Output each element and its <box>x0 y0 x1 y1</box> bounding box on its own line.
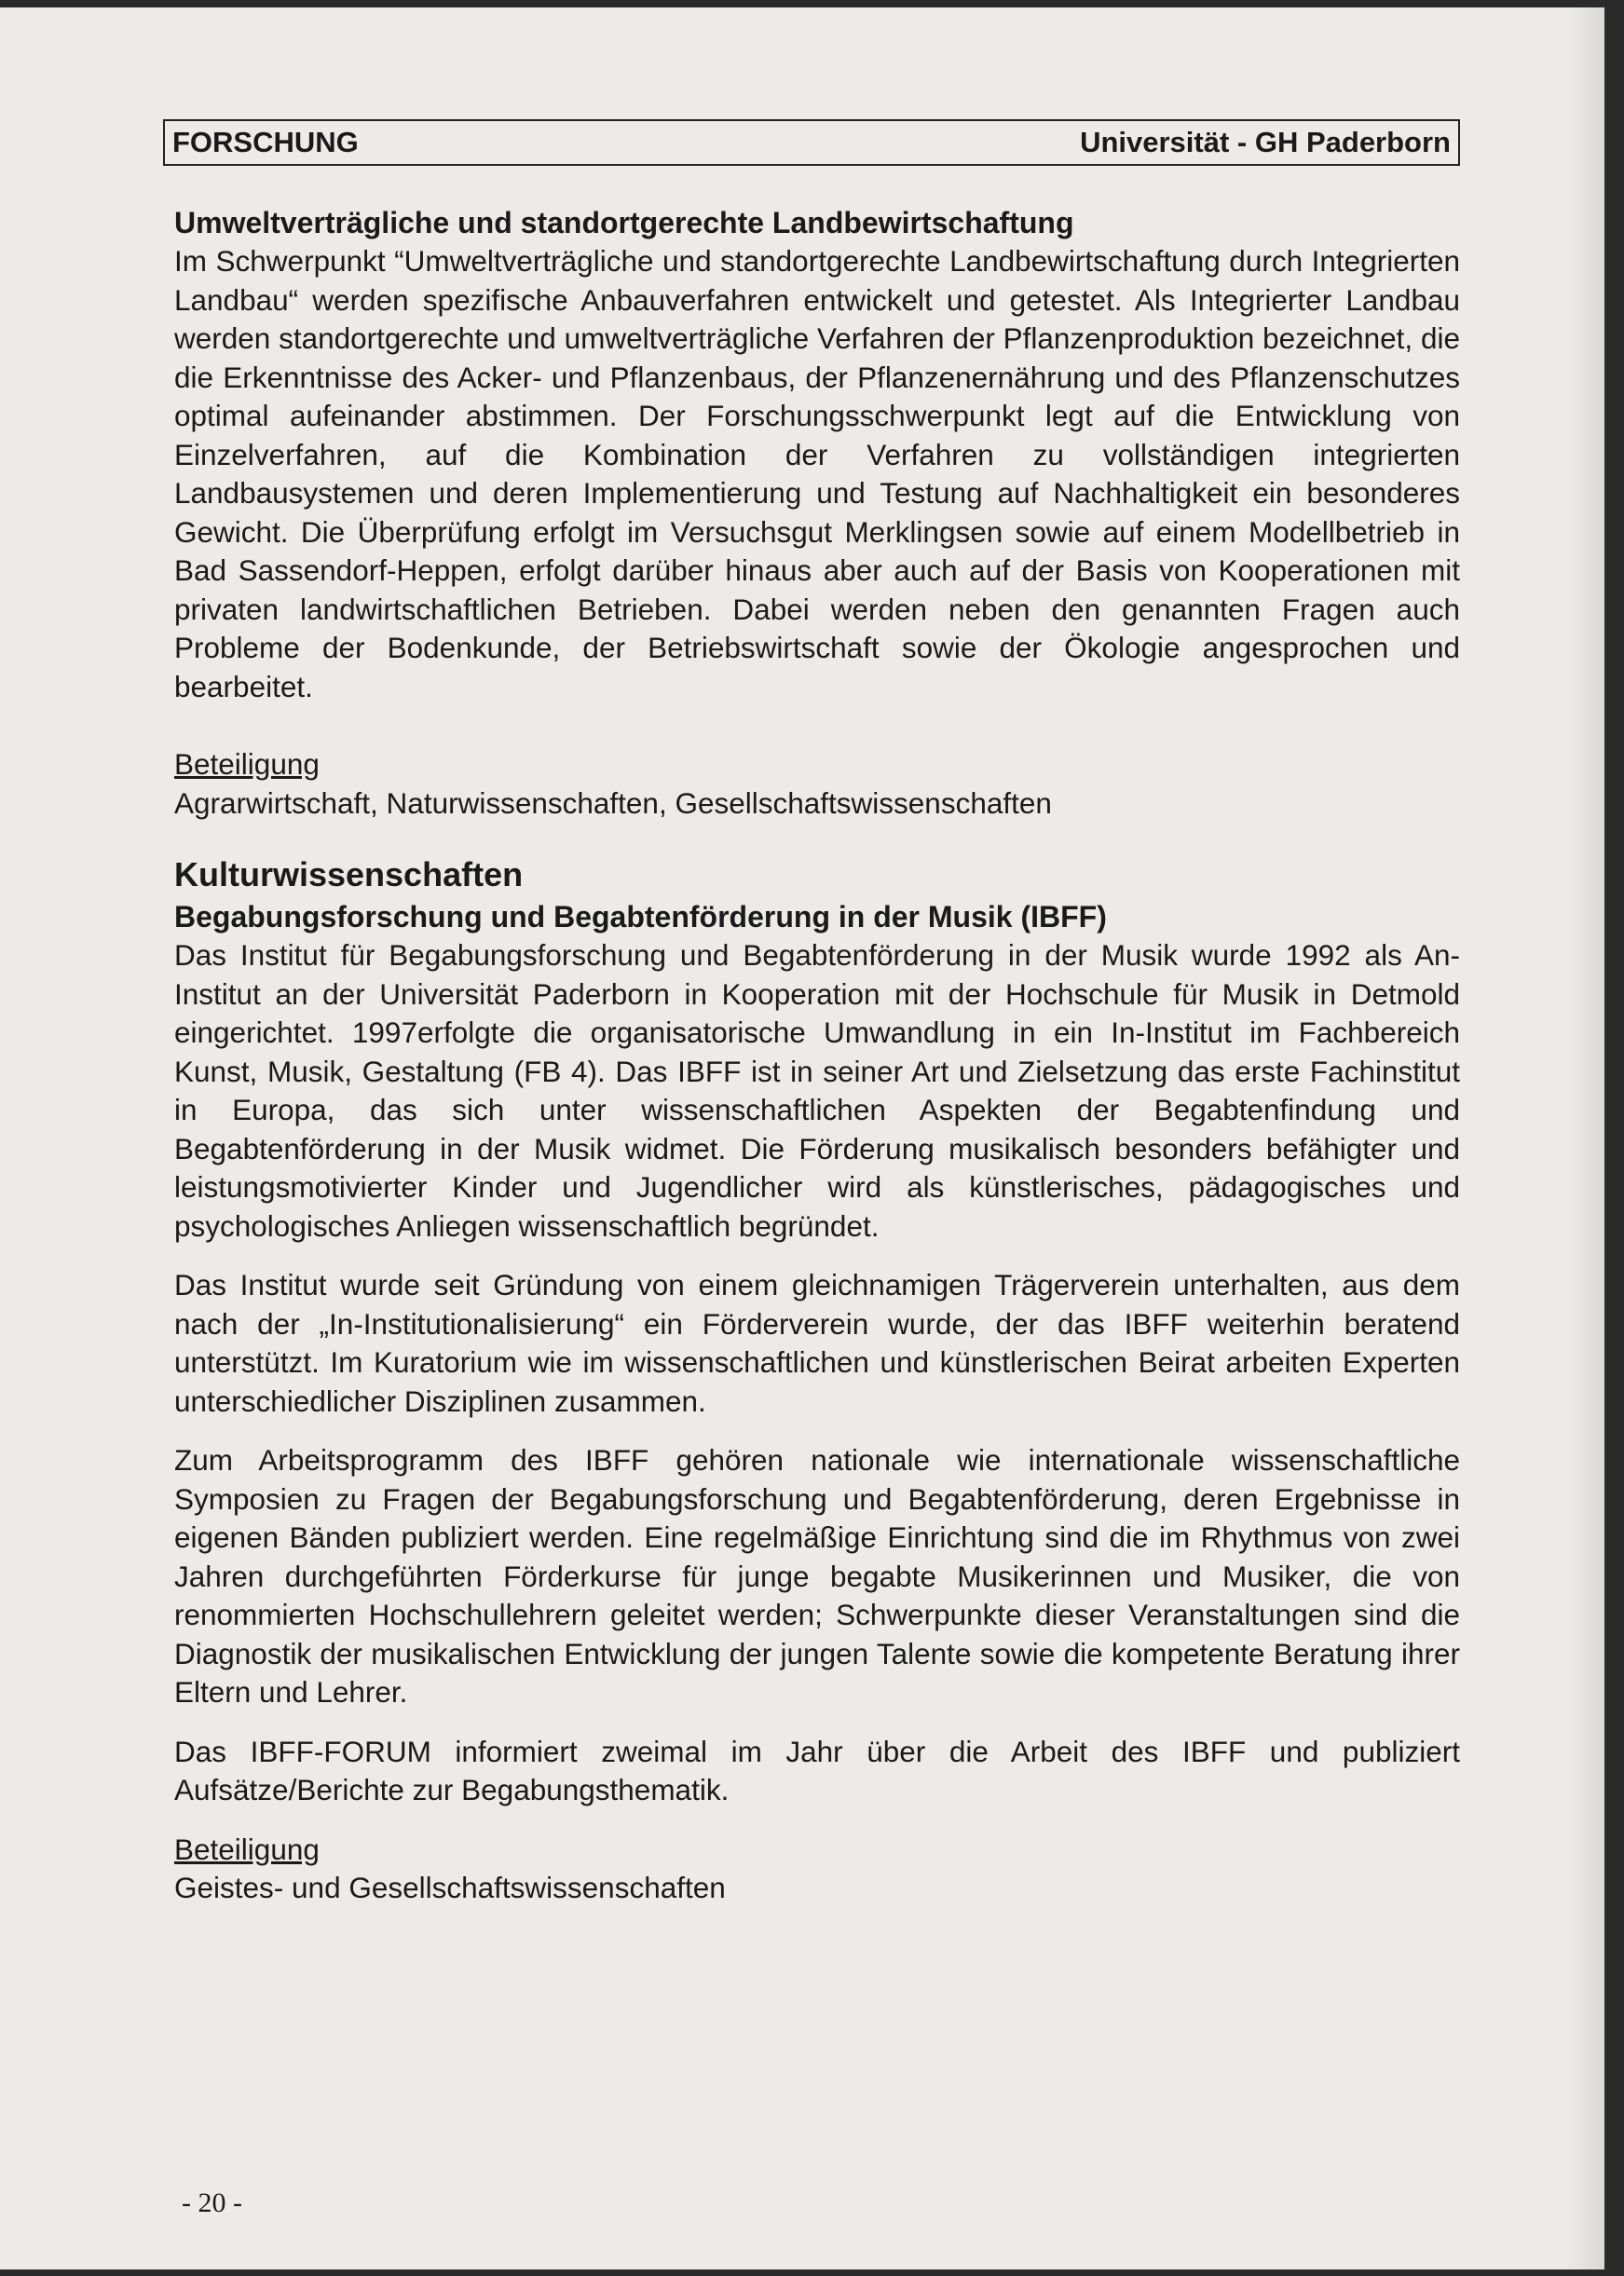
page-content <box>174 203 1460 1908</box>
section2-paragraph-2: Das Institut wurde seit Gründung von einem gleichnamigen Trägerverein unterhalten, aus dem nach der „In-Institutionalisierung“ ein Förderverein wurde, der das IBFF weiterhin beratend unterstützt. Im Kuratorium wie im wissenschaftlichen und künstlerischen Beirat arbeiten Experten unterschiedlicher Disziplinen zusammen. <box>174 1268 1460 1418</box>
section1-participation: Agrarwirtschaft, Naturwissenschaften, Gesellschaftswissenschaften <box>174 785 1052 820</box>
header-institution: Universität - GH Paderborn <box>1080 126 1451 158</box>
section2-participation: Geistes- und Gesellschaftswissenschaften <box>174 1871 726 1904</box>
section1-heading: Umweltverträgliche und standortgerechte Landbewirtschaftung <box>174 206 1074 239</box>
section2-title: Kulturwissenschaften <box>174 855 524 893</box>
section2-paragraph-1: Das Institut für Begabungsforschung und Begabtenförderung in der Musik wurde 1992 als An-Institut an der Universität Paderborn in Kooperation mit der Hochschule für Musik in Detmold eingerichtet. 1997erfolgte die organisatorische Umwandlung in ein In-Institut im Fachbereich Kunst, Musik, Gestaltung (FB 4). Das IBFF ist in seiner Art und Zielsetzung das erste Fachinstitut in Europa, das sich unter wissenschaftlichen Aspekten der Begabtenfindung und Begabtenförderung in der Musik widmet. Die Förderung musikalisch besonders befähigter und leistungsmotivierter Kinder und Jugendlicher wird als künstlerisches, pädagogisches und psychologisches Anliegen wissenschaftlich begründet. <box>174 938 1460 1243</box>
page-number: - 20 - <box>182 2187 242 2218</box>
section1-participation-label: Beteiligung <box>174 747 320 781</box>
header-section-label: FORSCHUNG <box>172 126 359 158</box>
page-header <box>163 119 1460 166</box>
section2-heading: Begabungsforschung und Begabtenförderung in der Musik (IBFF) <box>174 900 1107 934</box>
section2-participation-label: Beteiligung <box>174 1832 320 1866</box>
page-edge-shade <box>1567 7 1604 2269</box>
section2-paragraph-4: Das IBFF-FORUM informiert zweimal im Jahr über die Arbeit des IBFF und publiziert Aufsätze/Berichte zur Begabungsthematik. <box>174 1734 1460 1806</box>
section1-paragraph: Im Schwerpunkt “Umweltverträgliche und standortgerechte Landbewirtschaftung durch Integrierten Landbau“ werden spezifische Anbauverfahren entwickelt und getestet. Als Integrierter Landbau werden standortgerechte und umweltverträgliche Verfahren der Pflanzenproduktion bezeichnet, die die Erkenntnisse des Acker- und Pflanzenbaus, der Pflanzenernährung und des Pflanzenschutzes optimal aufeinander abstimmen. Der Forschungsschwerpunkt legt auf die Entwicklung von Einzelverfahren, auf die Kombination der Verfahren zu vollständigen integrierten Landbausystemen und deren Implementierung und Testung auf Nachhaltigkeit ein besonderes Gewicht. Die Überprüfung erfolgt im Versuchsgut Merklingsen sowie auf einem Modellbetrieb in Bad Sassendorf-Heppen, erfolgt darüber hinaus aber auch auf der Basis von Kooperationen mit privaten landwirtschaftlichen Betrieben. Dabei werden neben den genannten Fragen auch Probleme der Bodenkunde, der Betriebswirtschaft sowie der Ökologie angesprochen und bearbeitet. <box>174 244 1460 703</box>
section2-paragraph-3: Zum Arbeitsprogramm des IBFF gehören nationale wie internationale wissenschaftliche Symposien zu Fragen der Begabungsforschung und Begabtenförderung, deren Ergebnisse in eigenen Bänden publiziert werden. Eine regelmäßige Einrichtung sind die im Rhythmus von zwei Jahren durchgeführten Förderkurse für junge begabte Musikerinnen und Musiker, die von renommierten Hochschullehrern geleitet werden; Schwerpunkte dieser Veranstaltungen sind die Diagnostik der musikalischen Entwicklung der jungen Talente sowie die kompetente Beratung ihrer Eltern und Lehrer. <box>174 1443 1460 1709</box>
document-page <box>0 7 1604 2269</box>
